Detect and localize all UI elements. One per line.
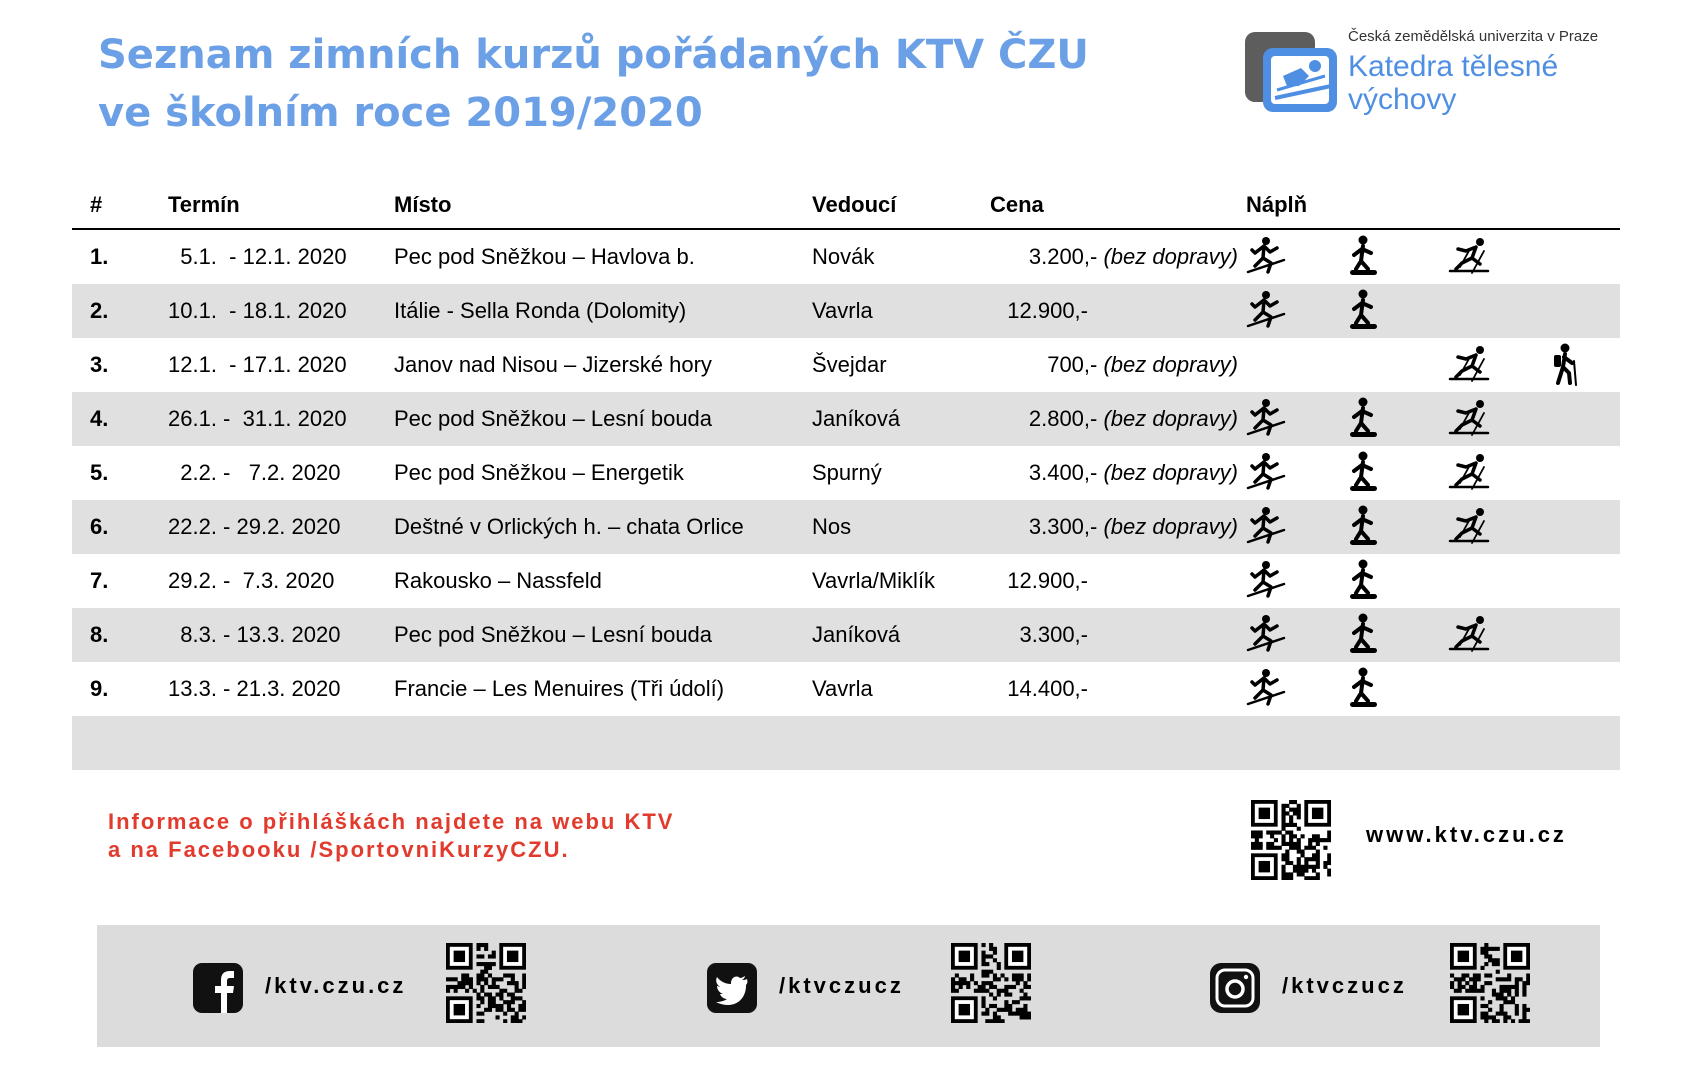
activity-cell	[1548, 608, 1620, 662]
activity-cell	[1346, 446, 1446, 500]
snowboard-icon	[1346, 405, 1380, 430]
row-place: Rakousko – Nassfeld	[394, 568, 602, 593]
table-row	[72, 608, 1620, 662]
row-price	[990, 392, 1246, 446]
snowboard-icon	[1346, 675, 1380, 700]
row-leader: Janíková	[812, 608, 990, 662]
ski-icon	[1246, 621, 1286, 646]
row-term: 22.2. - 29.2. 2020	[168, 500, 394, 554]
activity-cell	[1346, 662, 1446, 716]
ski-icon	[1246, 513, 1286, 538]
course-table	[72, 182, 1620, 770]
row-leader: Janíková	[812, 392, 990, 446]
header-term: Termín	[168, 182, 394, 229]
activity-cell	[1548, 338, 1620, 392]
row-leader: Vavrla/Miklík	[812, 568, 936, 593]
activity-cell	[1246, 500, 1346, 554]
page-title	[98, 26, 1089, 142]
table-row	[72, 392, 1620, 446]
row-price	[990, 500, 1246, 554]
snowboard-icon	[1346, 621, 1380, 646]
row-place: Pec pod Sněžkou – Energetik	[394, 460, 684, 485]
title-line-2: ve školním roce 2019/2020	[98, 90, 703, 136]
row-price	[990, 662, 1246, 716]
hiking-icon	[1548, 351, 1582, 376]
row-leader: Vavrla	[812, 284, 990, 338]
info-line-1: Informace o přihláškách najdete na webu KTV	[108, 809, 675, 834]
instagram-handle: /ktvczucz	[1282, 973, 1407, 998]
empty-row	[72, 716, 1620, 770]
activity-cell	[1346, 338, 1446, 392]
row-price	[990, 338, 1246, 392]
ski-icon	[1246, 567, 1286, 592]
activity-cell	[1246, 554, 1346, 608]
row-price	[990, 554, 1246, 608]
row-term: 5.1. - 12.1. 2020	[168, 244, 347, 269]
table-row	[72, 554, 1620, 608]
snowboard-icon	[1346, 243, 1380, 268]
price-value: 3.400,-	[1028, 460, 1098, 485]
activity-cell	[1346, 608, 1446, 662]
header-place: Místo	[394, 182, 812, 229]
row-leader: Švejdar	[812, 352, 887, 377]
activity-cell	[1246, 229, 1346, 284]
activity-cell	[1346, 554, 1446, 608]
row-leader: Nos	[812, 500, 990, 554]
row-place: Janov nad Nisou – Jizerské hory	[394, 352, 712, 377]
activity-cell	[1548, 446, 1620, 500]
row-number: 1.	[90, 244, 109, 269]
activity-cell	[1346, 392, 1446, 446]
row-place: Deštné v Orlických h. – chata Orlice	[394, 500, 812, 554]
row-term: 29.2. - 7.3. 2020	[168, 568, 335, 593]
activity-cell	[1548, 392, 1620, 446]
row-place: Pec pod Sněžkou – Havlova b.	[394, 244, 695, 269]
row-term: 10.1. - 18.1. 2020	[168, 284, 394, 338]
activity-cell	[1446, 500, 1548, 554]
row-term: 2.2. - 7.2. 2020	[168, 460, 341, 485]
cross-country-ski-icon	[1446, 351, 1490, 376]
row-price	[990, 446, 1246, 500]
activity-cell	[1548, 229, 1620, 284]
row-number: 4.	[72, 392, 168, 446]
snowboard-icon	[1346, 567, 1380, 592]
empty-cell	[72, 716, 1620, 770]
activity-cell	[1446, 284, 1548, 338]
ski-icon	[1246, 243, 1286, 268]
row-place: Pec pod Sněžkou – Lesní bouda	[394, 392, 812, 446]
row-place: Itálie - Sella Ronda (Dolomity)	[394, 284, 812, 338]
table-body	[72, 229, 1620, 770]
row-term: 12.1. - 17.1. 2020	[168, 352, 347, 377]
price-note: (bez dopravy)	[1103, 406, 1238, 431]
facebook-icon	[193, 963, 243, 1013]
cross-country-ski-icon	[1446, 243, 1490, 268]
price-value: 3.300,-	[1019, 622, 1088, 647]
row-price	[990, 229, 1246, 284]
twitter-handle: /ktvczucz	[779, 973, 904, 998]
activity-cell	[1548, 500, 1620, 554]
activity-cell	[1446, 608, 1548, 662]
registration-info	[108, 808, 674, 864]
row-price	[990, 608, 1246, 662]
row-term: 8.3. - 13.3. 2020	[168, 608, 394, 662]
twitter-icon	[707, 963, 757, 1013]
price-value: 700,-	[1047, 352, 1098, 377]
activity-cell	[1446, 446, 1548, 500]
row-leader: Novák	[812, 244, 875, 269]
row-term: 26.1. - 31.1. 2020	[168, 392, 394, 446]
cross-country-ski-icon	[1446, 405, 1490, 430]
activity-cell	[1246, 392, 1346, 446]
facebook-handle: /ktv.czu.cz	[265, 973, 407, 998]
activity-cell	[1446, 338, 1548, 392]
price-value: 2.800,-	[1028, 406, 1098, 431]
activity-cell	[1446, 662, 1548, 716]
price-note: (bez dopravy)	[1103, 352, 1238, 377]
ski-icon	[1246, 459, 1286, 484]
row-term: 13.3. - 21.3. 2020	[168, 676, 341, 701]
ski-icon	[1246, 297, 1286, 322]
website-url[interactable]: www.ktv.czu.cz	[1366, 822, 1567, 847]
row-number: 2.	[72, 284, 168, 338]
header-price: Cena	[990, 182, 1246, 229]
row-number: 5.	[90, 460, 109, 485]
activity-cell	[1548, 662, 1620, 716]
price-note: (bez dopravy)	[1103, 514, 1238, 539]
table-row	[72, 338, 1620, 392]
table-header-row	[72, 182, 1620, 229]
logo-university: Česká zemědělská univerzita v Praze	[1348, 28, 1599, 45]
facebook-qr-code	[446, 943, 526, 1023]
activity-cell	[1346, 500, 1446, 554]
row-number: 7.	[90, 568, 109, 593]
row-leader: Spurný	[812, 460, 882, 485]
row-leader: Vavrla	[812, 676, 873, 701]
social-footer	[97, 925, 1600, 1047]
ski-icon	[1246, 675, 1286, 700]
cross-country-ski-icon	[1446, 459, 1490, 484]
table-row	[72, 662, 1620, 716]
snowboard-icon	[1346, 297, 1380, 322]
logo-department	[1348, 50, 1558, 116]
row-number: 8.	[72, 608, 168, 662]
row-price	[990, 284, 1246, 338]
price-note: (bez dopravy)	[1103, 244, 1238, 269]
table-row	[72, 500, 1620, 554]
header-num: #	[72, 182, 168, 229]
snowboard-icon	[1346, 513, 1380, 538]
header-content: Náplň	[1246, 182, 1620, 229]
website-qr-code	[1251, 800, 1331, 880]
instagram-qr-code	[1450, 943, 1530, 1023]
activity-cell	[1246, 662, 1346, 716]
ktv-logo-icon	[1243, 28, 1339, 116]
logo-department-line-2: výchovy	[1348, 83, 1457, 116]
activity-cell	[1246, 608, 1346, 662]
ktv-logo	[1243, 24, 1663, 124]
activity-cell	[1246, 338, 1346, 392]
price-value: 3.200,-	[1028, 244, 1098, 269]
activity-cell	[1346, 229, 1446, 284]
activity-cell	[1548, 554, 1620, 608]
table-row	[72, 284, 1620, 338]
activity-cell	[1548, 284, 1620, 338]
activity-cell	[1346, 284, 1446, 338]
row-number: 9.	[90, 676, 109, 701]
price-value: 3.300,-	[1028, 514, 1098, 539]
price-value: 12.900,-	[1007, 568, 1088, 593]
activity-cell	[1446, 554, 1548, 608]
activity-cell	[1246, 284, 1346, 338]
snowboard-icon	[1346, 459, 1380, 484]
activity-cell	[1446, 392, 1548, 446]
price-note: (bez dopravy)	[1103, 460, 1238, 485]
title-line-1: Seznam zimních kurzů pořádaných KTV ČZU	[98, 32, 1089, 78]
row-place: Pec pod Sněžkou – Lesní bouda	[394, 608, 812, 662]
header-leader: Vedoucí	[812, 182, 990, 229]
ski-icon	[1246, 405, 1286, 430]
price-value: 14.400,-	[1007, 676, 1088, 701]
cross-country-ski-icon	[1446, 513, 1490, 538]
table-row	[72, 446, 1620, 500]
row-number: 6.	[72, 500, 168, 554]
logo-department-line-1: Katedra tělesné	[1348, 50, 1559, 83]
row-number: 3.	[90, 352, 109, 377]
cross-country-ski-icon	[1446, 621, 1490, 646]
twitter-qr-code	[951, 943, 1031, 1023]
activity-cell	[1446, 229, 1548, 284]
instagram-icon	[1210, 963, 1260, 1013]
price-value: 12.900,-	[1007, 298, 1088, 323]
activity-cell	[1246, 446, 1346, 500]
row-place: Francie – Les Menuires (Tři údolí)	[394, 676, 725, 701]
table-row	[72, 229, 1620, 284]
info-line-2: a na Facebooku /SportovniKurzyCZU.	[108, 837, 570, 862]
